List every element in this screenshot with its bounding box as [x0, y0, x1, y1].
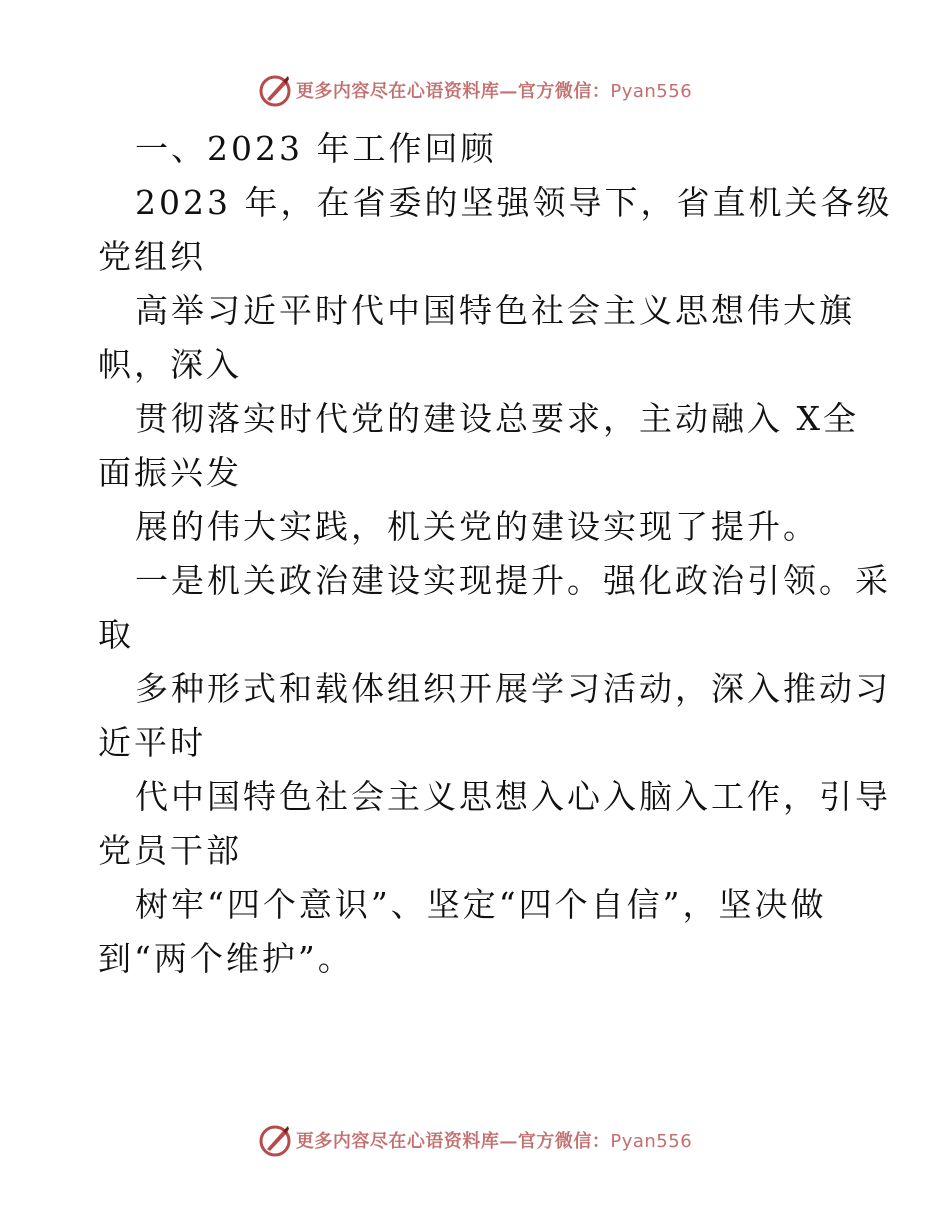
paragraph-line: 多种形式和载体组织开展学习活动，深入推动习: [135, 669, 891, 708]
watermark-site-text: 更多内容尽在心语资料库: [295, 1131, 500, 1152]
paragraph-line: 党组织: [98, 237, 206, 276]
watermark-text: [296, 77, 692, 103]
paragraph-line: 贯彻落实时代党的建设总要求，主动融入 X全: [135, 399, 859, 438]
watermark-wechat-id: Pyan556: [610, 1131, 693, 1152]
paragraph-line: 树牢“四个意识”、坚定“四个自信”，坚决做: [135, 885, 827, 924]
quill-pen-seal-icon: [258, 1123, 292, 1157]
watermark-separator: —: [499, 81, 518, 102]
paragraph-line: 展的伟大实践，机关党的建设实现了提升。: [135, 507, 819, 546]
paragraph-line: 一是机关政治建设实现提升。强化政治引领。采: [135, 561, 891, 600]
watermark-text: [296, 1127, 692, 1153]
paragraph-line: 代中国特色社会主义思想入心入脑入工作，引导: [135, 777, 891, 816]
paragraph-line: 帜，深入: [98, 345, 242, 384]
paragraph-line: 面振兴发: [98, 453, 242, 492]
watermark-wechat-label: 官方微信：: [517, 81, 611, 102]
paragraph-line: 取: [98, 615, 134, 654]
watermark-wechat-id: Pyan556: [610, 81, 693, 102]
paragraph-line: 党员干部: [98, 831, 242, 870]
watermark-wechat-label: 官方微信：: [517, 1131, 611, 1152]
watermark-header: [0, 70, 950, 110]
paragraph-line: 近平时: [98, 723, 206, 762]
paragraph-line: 高举习近平时代中国特色社会主义思想伟大旗: [135, 291, 855, 330]
section-heading: 一、2023 年工作回顾: [135, 129, 497, 168]
watermark-separator: —: [499, 1131, 518, 1152]
watermark-site-text: 更多内容尽在心语资料库: [295, 81, 500, 102]
paragraph-line: 到“两个维护”。: [98, 939, 354, 978]
watermark-footer: [0, 1120, 950, 1160]
quill-pen-seal-icon: [258, 73, 292, 107]
document-body: [98, 122, 893, 986]
paragraph-line: 2023 年，在省委的坚强领导下，省直机关各级: [135, 183, 893, 222]
